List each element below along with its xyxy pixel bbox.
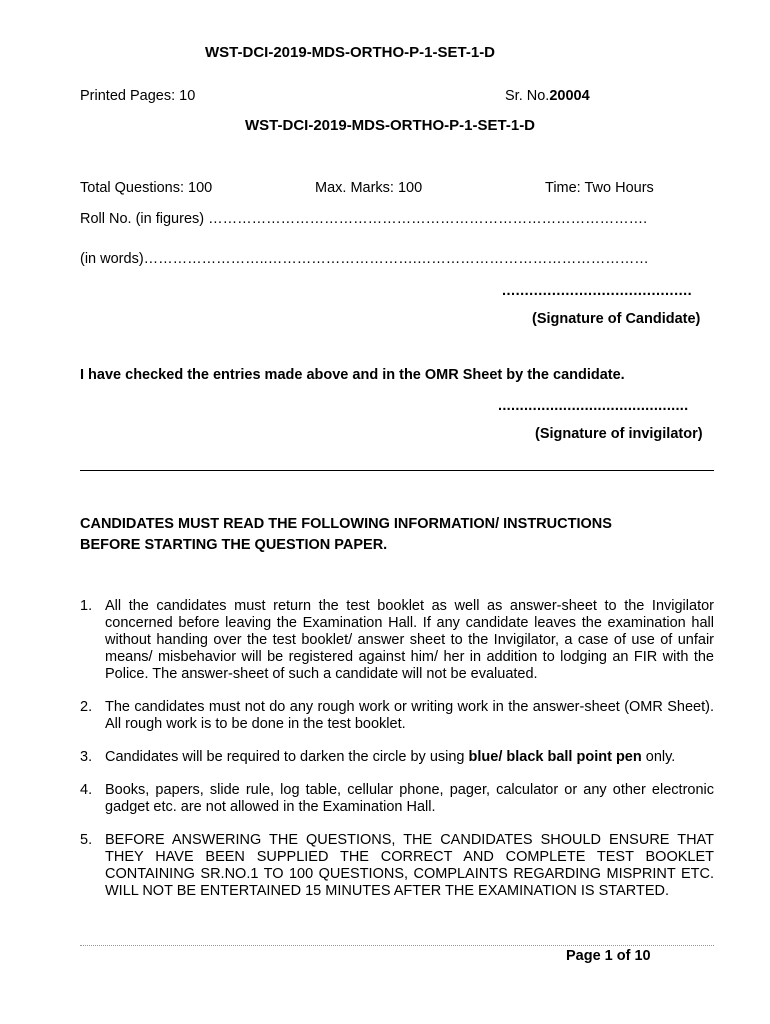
instruction-item — [80, 782, 714, 816]
instruction-number: 4. — [80, 782, 93, 798]
invigilator-signature-label: (Signature of invigilator) — [535, 426, 703, 442]
invigilator-statement: I have checked the entries made above and in the OMR Sheet by the candidate. — [80, 367, 625, 383]
instruction-text: All the candidates must return the test booklet as well as answer-sheet to the Invigilator concerned before leaving the Examination Hall. If any candidate leaves the examination hall without handing over the test booklet/ answer sheet to the Invigilator, a case of use of unfair means/ misbehavior will be registered against him/ her in addition to lodging an FIR with the Police. The answer-sheet of such a candidate will not be evaluated. — [105, 598, 714, 682]
instructions-heading-line1: CANDIDATES MUST READ THE FOLLOWING INFORMATION/ INSTRUCTIONS — [80, 516, 612, 532]
instruction-number: 3. — [80, 749, 93, 765]
candidate-signature-line: .......................................... — [502, 283, 693, 299]
instruction-text-part: only. — [641, 749, 676, 765]
instruction-emphasis: blue/ black ball point pen — [468, 749, 642, 765]
instruction-text-part: Candidates will be required to darken the circle by using — [105, 749, 469, 765]
serial-number — [505, 88, 590, 105]
footer-divider — [80, 945, 714, 946]
roll-no-figures-field: Roll No. (in figures) ………………………………………………………………………………. — [80, 211, 648, 227]
max-marks: Max. Marks: 100 — [315, 180, 423, 196]
printed-pages: Printed Pages: 10 — [80, 88, 196, 104]
page-number: Page 1 of 10 — [566, 948, 651, 964]
instruction-item — [80, 832, 714, 900]
serial-number-value: 20004 — [549, 88, 590, 104]
booklet-code-second: WST-DCI-2019-MDS-ORTHO-P-1-SET-1-D — [245, 117, 536, 134]
instructions-heading-line2: BEFORE STARTING THE QUESTION PAPER. — [80, 537, 388, 553]
instruction-text: Books, papers, slide rule, log table, cellular phone, pager, calculator or any other electronic gadget etc. are not allowed in the Examination Hall. — [105, 782, 714, 815]
candidate-signature-label: (Signature of Candidate) — [532, 311, 701, 327]
booklet-code-top: WST-DCI-2019-MDS-ORTHO-P-1-SET-1-D — [205, 44, 496, 61]
instruction-number: 2. — [80, 699, 93, 715]
instruction-text: BEFORE ANSWERING THE QUESTIONS, THE CANDIDATES SHOULD ENSURE THAT THEY HAVE BEEN SUPPLIED THE CORRECT AND COMPLETE TEST BOOKLET CONTAINING SR.NO.1 TO 100 QUESTIONS, COMPLAINTS REGARDING MISPRINT ETC. WILL NOT BE ENTERTAINED 15 MINUTES AFTER THE EXAMINATION IS STARTED. — [105, 832, 714, 899]
instructions-list — [80, 598, 714, 900]
total-questions: Total Questions: 100 — [80, 180, 213, 196]
instruction-item — [80, 699, 714, 733]
exam-time: Time: Two Hours — [545, 180, 654, 196]
invigilator-signature-line: ............................................ — [498, 398, 689, 414]
instruction-text — [105, 749, 675, 765]
instruction-text: The candidates must not do any rough work or writing work in the answer-sheet (OMR Sheet). All rough work is to be done in the test booklet. — [105, 699, 714, 732]
instruction-number: 5. — [80, 832, 93, 848]
instruction-item — [80, 749, 714, 766]
instruction-item — [80, 598, 714, 683]
serial-number-label: Sr. No. — [505, 88, 550, 104]
section-divider — [80, 470, 714, 471]
instruction-number: 1. — [80, 598, 93, 614]
roll-no-words-field: (in words)……………………..………………………….………………………………………… — [80, 251, 649, 267]
